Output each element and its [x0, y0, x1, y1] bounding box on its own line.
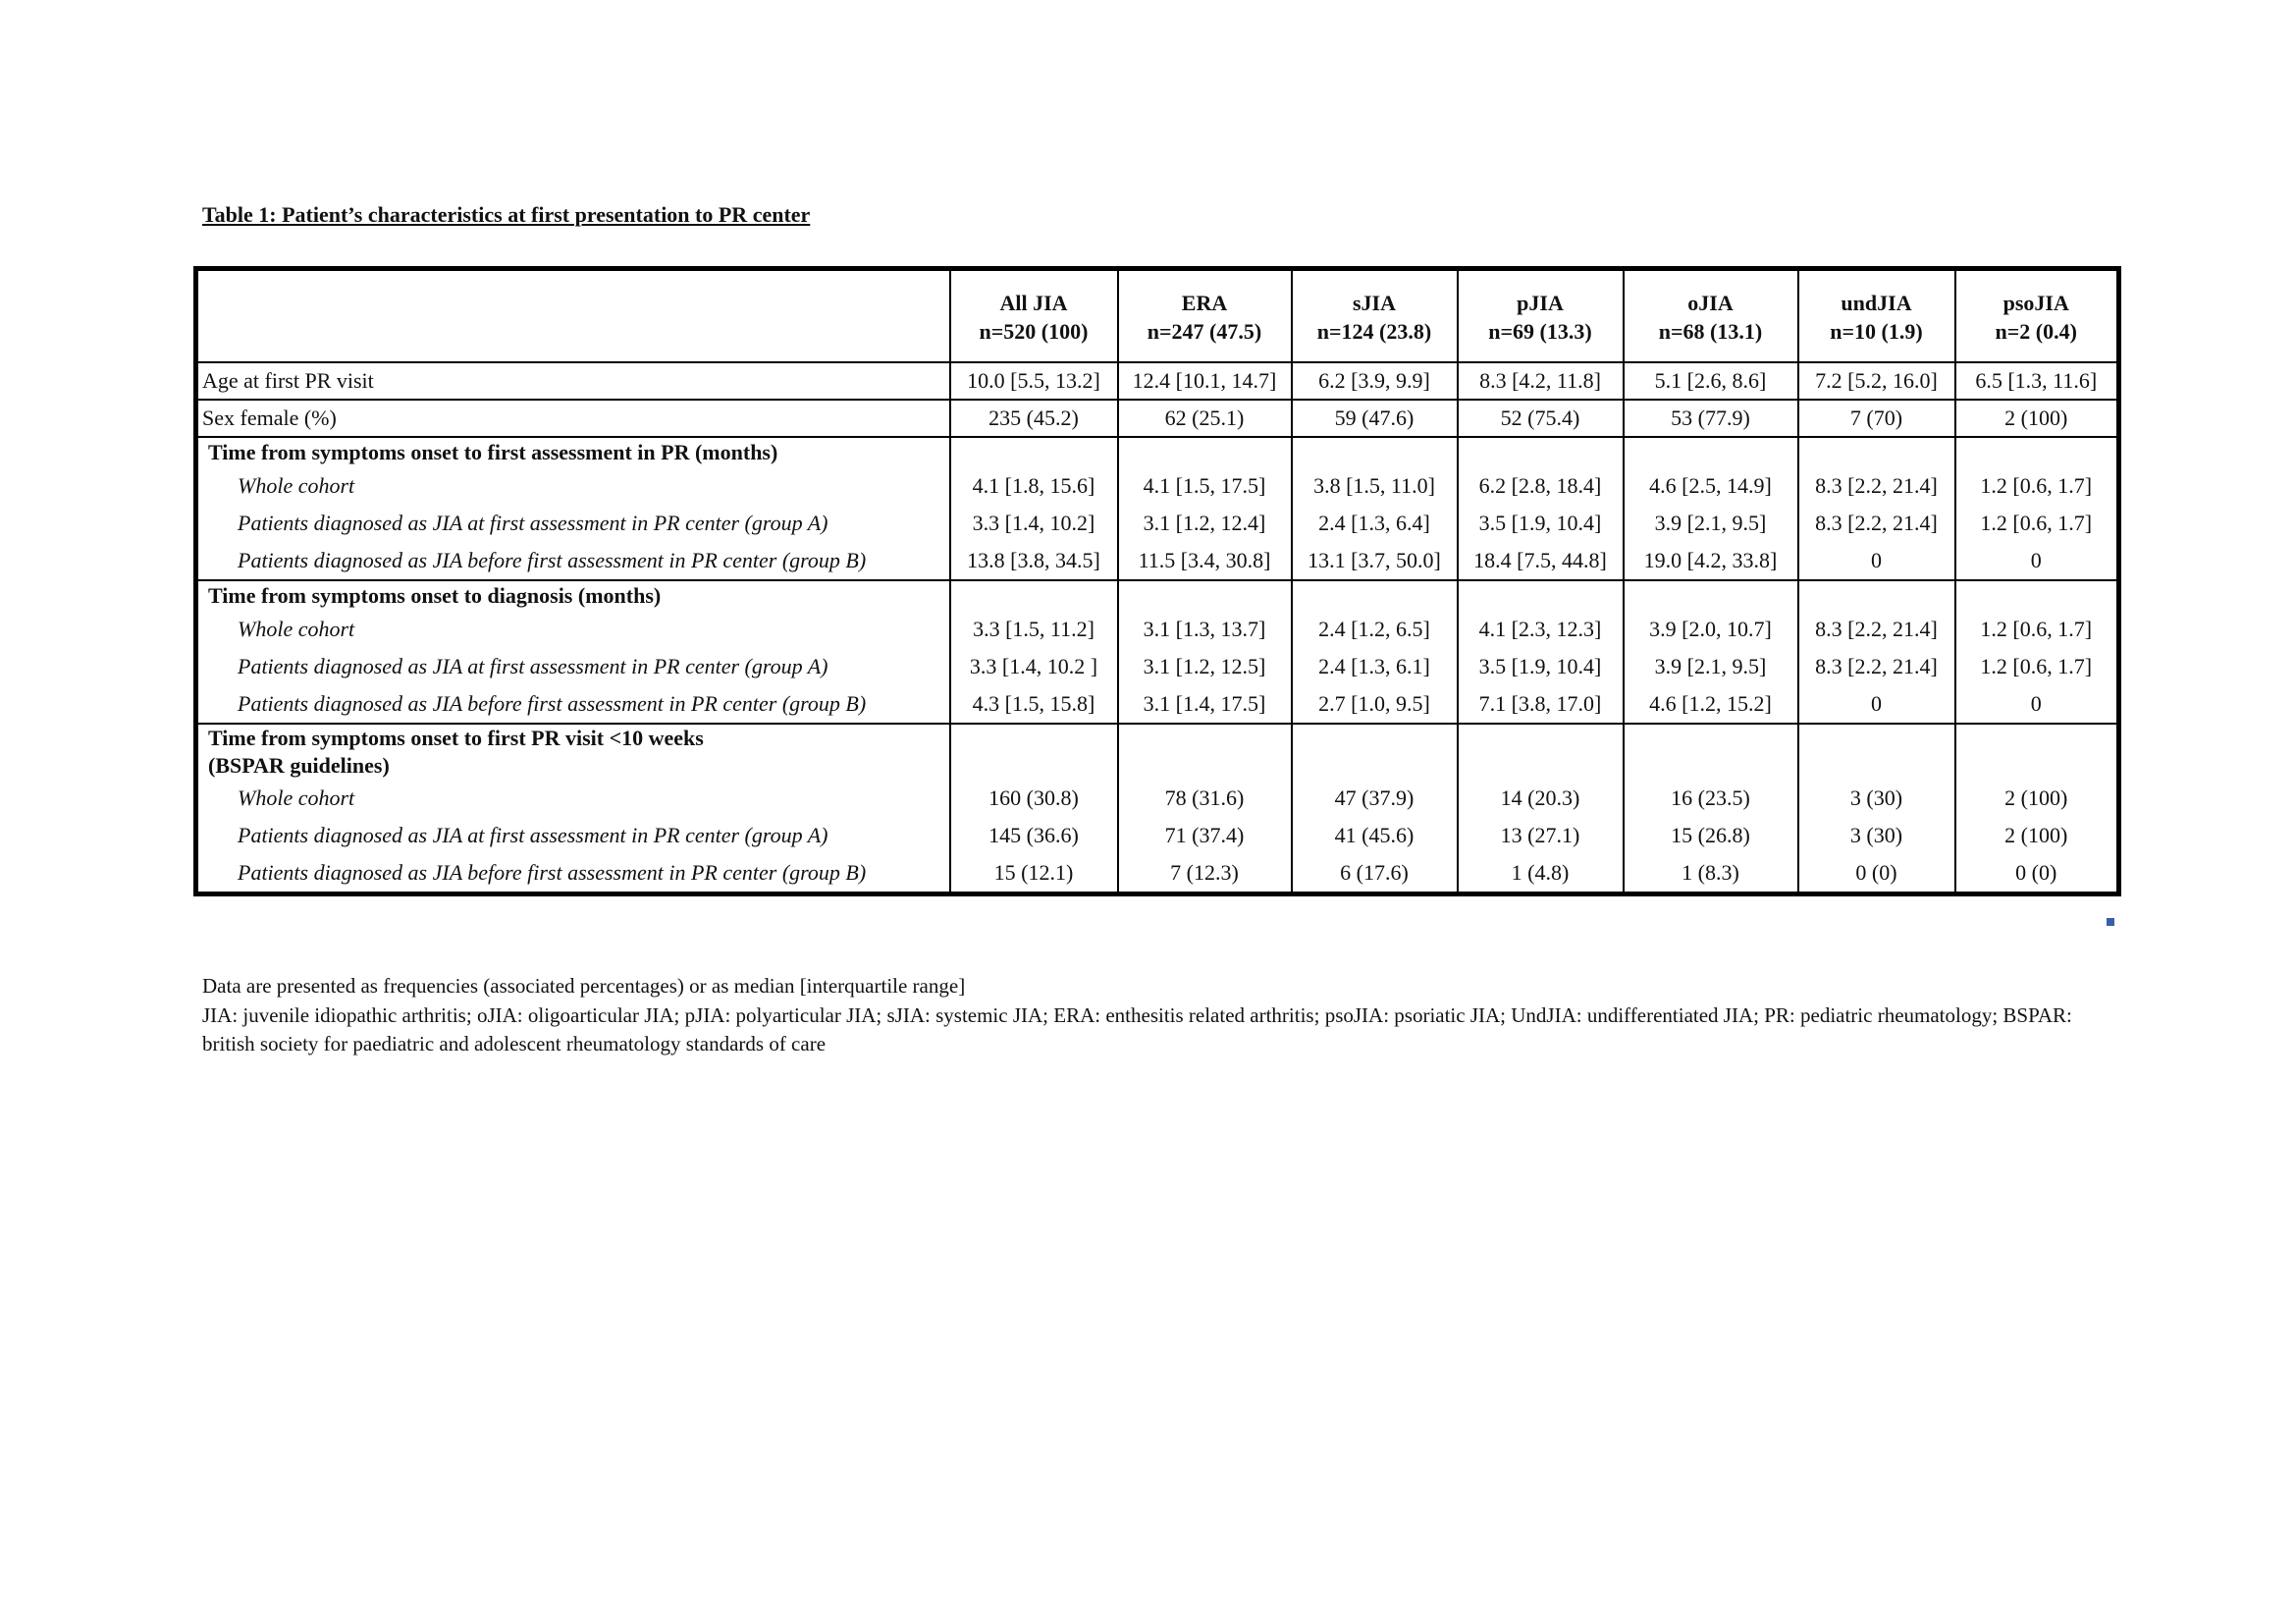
table-cell: 62 (25.1)	[1118, 400, 1292, 437]
section-label-cell	[196, 580, 950, 724]
table-cell: 1.2 [0.6, 1.7]	[1980, 511, 2093, 535]
table-cell: 4.6 [2.5, 14.9]	[1649, 473, 1772, 498]
table-cell: 41 (45.6)	[1334, 823, 1415, 847]
section-label-cell	[196, 724, 950, 894]
spacer	[1803, 725, 1950, 752]
table-cell: 15 (12.1)	[993, 860, 1074, 885]
section-value-cell	[1624, 437, 1798, 580]
table-cell: 2 (100)	[1955, 400, 2119, 437]
spacer	[1803, 581, 1950, 611]
table-cell: 10.0 [5.5, 13.2]	[950, 362, 1118, 400]
spacer	[955, 752, 1113, 780]
table-row-age	[196, 362, 2119, 400]
subrow-label: Patients diagnosed as JIA at first assessment in PR center (group A)	[238, 511, 828, 535]
header-empty-cell	[196, 269, 950, 363]
table-cell: 4.6 [1.2, 15.2]	[1649, 691, 1772, 716]
section-value-cell	[1458, 580, 1624, 724]
table-cell: 1 (8.3)	[1682, 860, 1739, 885]
table-cell: 3.1 [1.2, 12.4]	[1143, 511, 1266, 535]
spacer	[1463, 725, 1619, 752]
subrow-label: Whole cohort	[238, 617, 355, 641]
header-col-3: pJIA n=69 (13.3)	[1458, 269, 1624, 363]
table-cell: 0 (0)	[1855, 860, 1897, 885]
table-cell: 15 (26.8)	[1671, 823, 1750, 847]
table-cell: 6.5 [1.3, 11.6]	[1955, 362, 2119, 400]
characteristics-table	[193, 266, 2121, 896]
spacer	[1960, 438, 2113, 467]
table-cell: 3.1 [1.4, 17.5]	[1143, 691, 1266, 716]
table-cell: 4.1 [1.8, 15.6]	[972, 473, 1095, 498]
section-value-cell	[950, 580, 1118, 724]
table-cell: 16 (23.5)	[1671, 785, 1750, 810]
table-cell: 1.2 [0.6, 1.7]	[1980, 654, 2093, 678]
section-title: Time from symptoms onset to diagnosis (months)	[208, 583, 662, 608]
section-title: Time from symptoms onset to first assessment in PR (months)	[208, 440, 778, 464]
table-cell: 0	[1871, 691, 1882, 716]
table-cell: 7.1 [3.8, 17.0]	[1478, 691, 1602, 716]
section-value-cell	[1955, 724, 2119, 894]
table-caption: Table 1: Patient’s characteristics at first presentation to PR center	[202, 202, 811, 227]
subrow-label: Whole cohort	[238, 473, 355, 498]
table-cell: 53 (77.9)	[1624, 400, 1798, 437]
table-cell: 1 (4.8)	[1511, 860, 1570, 885]
table-cell: 5.1 [2.6, 8.6]	[1624, 362, 1798, 400]
table-cell: 8.3 [2.2, 21.4]	[1815, 654, 1938, 678]
subrow-label: Patients diagnosed as JIA before first assessment in PR center (group B)	[238, 860, 867, 885]
table-cell: 2 (100)	[2004, 785, 2068, 810]
table-cell: 3.3 [1.4, 10.2 ]	[969, 654, 1098, 678]
table-notes	[202, 972, 2126, 1059]
section-value-cell	[1955, 580, 2119, 724]
table-cell: 47 (37.9)	[1334, 785, 1415, 810]
header-col-2: sJIA n=124 (23.8)	[1292, 269, 1458, 363]
spacer	[1297, 581, 1453, 611]
table-cell: 19.0 [4.2, 33.8]	[1643, 548, 1778, 572]
table-cell: 11.5 [3.4, 30.8]	[1138, 548, 1271, 572]
table-cell: 3 (30)	[1849, 785, 1903, 810]
table-cell: 235 (45.2)	[950, 400, 1118, 437]
subrow-label: Patients diagnosed as JIA at first assessment in PR center (group A)	[238, 654, 828, 678]
section-value-cell	[1624, 580, 1798, 724]
subrow-label: Patients diagnosed as JIA at first assessment in PR center (group A)	[238, 823, 828, 847]
table-cell: 6.2 [3.9, 9.9]	[1292, 362, 1458, 400]
spacer	[1123, 438, 1287, 467]
section-value-cell	[1955, 437, 2119, 580]
header-row	[196, 269, 2119, 363]
header-col-5: undJIA n=10 (1.9)	[1798, 269, 1955, 363]
table-cell: 0	[1871, 548, 1882, 572]
subrow-label: Whole cohort	[238, 785, 355, 810]
subrow-label: Patients diagnosed as JIA before first assessment in PR center (group B)	[238, 691, 867, 716]
spacer	[1463, 752, 1619, 780]
table-cell: 8.3 [2.2, 21.4]	[1815, 511, 1938, 535]
table-cell: 3.9 [2.0, 10.7]	[1649, 617, 1772, 641]
table-section-1	[196, 580, 2119, 724]
spacer	[1960, 752, 2113, 780]
spacer	[1629, 752, 1793, 780]
table-cell: 12.4 [10.1, 14.7]	[1118, 362, 1292, 400]
spacer	[955, 725, 1113, 752]
section-value-cell	[1292, 724, 1458, 894]
section-value-cell	[1798, 580, 1955, 724]
table-cell: 3.1 [1.2, 12.5]	[1143, 654, 1266, 678]
spacer	[1629, 438, 1793, 467]
spacer	[1463, 438, 1619, 467]
table-cell: 3.1 [1.3, 13.7]	[1143, 617, 1266, 641]
table-cell: 78 (31.6)	[1164, 785, 1245, 810]
table-cell: 13.1 [3.7, 50.0]	[1308, 548, 1441, 572]
table-cell: 59 (47.6)	[1292, 400, 1458, 437]
table-cell: 0	[2030, 548, 2042, 572]
table-cell: 1.2 [0.6, 1.7]	[1980, 473, 2093, 498]
table-cell: 7 (70)	[1798, 400, 1955, 437]
table-cell: 145 (36.6)	[988, 823, 1079, 847]
table-cell: 0 (0)	[2015, 860, 2057, 885]
table-cell: 71 (37.4)	[1164, 823, 1245, 847]
subrow-label: Patients diagnosed as JIA before first assessment in PR center (group B)	[238, 548, 867, 572]
section-value-cell	[1292, 437, 1458, 580]
table-cell: 7 (12.3)	[1170, 860, 1239, 885]
table-cell: 6 (17.6)	[1340, 860, 1409, 885]
section-label-cell	[196, 437, 950, 580]
section-value-cell	[1798, 437, 1955, 580]
table-cell: 13 (27.1)	[1500, 823, 1580, 847]
section-value-cell	[1798, 724, 1955, 894]
table-cell: 4.3 [1.5, 15.8]	[972, 691, 1095, 716]
header-col-4: oJIA n=68 (13.1)	[1624, 269, 1798, 363]
table-cell: 0	[2030, 691, 2042, 716]
table-cell: 2.4 [1.3, 6.4]	[1318, 511, 1430, 535]
spacer	[1629, 725, 1793, 752]
table-cell: 13.8 [3.8, 34.5]	[967, 548, 1100, 572]
table-section-2	[196, 724, 2119, 894]
table-cell: 2.4 [1.3, 6.1]	[1318, 654, 1430, 678]
table-cell: 18.4 [7.5, 44.8]	[1473, 548, 1607, 572]
section-value-cell	[1292, 580, 1458, 724]
spacer	[1297, 752, 1453, 780]
table-cell: 6.2 [2.8, 18.4]	[1478, 473, 1602, 498]
spacer	[1297, 725, 1453, 752]
row-label: Sex female (%)	[196, 400, 950, 437]
table-cell: 2.4 [1.2, 6.5]	[1318, 617, 1430, 641]
table-cell: 3.5 [1.9, 10.4]	[1478, 654, 1602, 678]
spacer	[955, 581, 1113, 611]
spacer	[1960, 581, 2113, 611]
spacer	[1123, 581, 1287, 611]
section-value-cell	[1118, 580, 1292, 724]
section-value-cell	[1458, 437, 1624, 580]
header-col-1: ERA n=247 (47.5)	[1118, 269, 1292, 363]
section-value-cell	[1458, 724, 1624, 894]
table-cell: 7.2 [5.2, 16.0]	[1798, 362, 1955, 400]
spacer	[1297, 438, 1453, 467]
spacer	[1803, 752, 1950, 780]
note-line: JIA: juvenile idiopathic arthritis; oJIA: oligoarticular JIA; pJIA: polyarticular JIA; sJIA: systemic JIA; ERA: enthesitis related arthritis; psoJIA: psoriatic JIA; UndJIA: undifferentiated JIA; PR: pediatric rheumatology; BSPAR: british society for paediatric and adolescent rheumatology standards of care	[202, 1003, 2072, 1055]
spacer	[1123, 725, 1287, 752]
section-value-cell	[950, 437, 1118, 580]
table-cell: 3.3 [1.5, 11.2]	[973, 617, 1095, 641]
header-col-0: All JIA n=520 (100)	[950, 269, 1118, 363]
spacer	[955, 438, 1113, 467]
corner-mark-icon	[2107, 918, 2114, 926]
spacer	[1629, 581, 1793, 611]
table-cell: 3.9 [2.1, 9.5]	[1654, 511, 1767, 535]
table-cell: 3 (30)	[1849, 823, 1903, 847]
table-cell: 4.1 [2.3, 12.3]	[1478, 617, 1602, 641]
table-cell: 2.7 [1.0, 9.5]	[1318, 691, 1430, 716]
spacer	[1803, 438, 1950, 467]
table-cell: 8.3 [2.2, 21.4]	[1815, 617, 1938, 641]
table-cell: 3.3 [1.4, 10.2]	[972, 511, 1095, 535]
spacer	[1123, 752, 1287, 780]
section-title: Time from symptoms onset to first PR visit <10 weeks	[208, 726, 704, 750]
section-value-cell	[1118, 437, 1292, 580]
table-cell: 1.2 [0.6, 1.7]	[1980, 617, 2093, 641]
table-cell: 160 (30.8)	[988, 785, 1079, 810]
table-cell: 4.1 [1.5, 17.5]	[1143, 473, 1266, 498]
table-row-sex	[196, 400, 2119, 437]
spacer	[1960, 725, 2113, 752]
table-cell: 8.3 [4.2, 11.8]	[1458, 362, 1624, 400]
table-cell: 52 (75.4)	[1458, 400, 1624, 437]
table-cell: 3.8 [1.5, 11.0]	[1313, 473, 1435, 498]
table-cell: 8.3 [2.2, 21.4]	[1815, 473, 1938, 498]
spacer	[1463, 581, 1619, 611]
table-cell: 2 (100)	[2004, 823, 2068, 847]
table-cell: 3.9 [2.1, 9.5]	[1654, 654, 1767, 678]
section-value-cell	[950, 724, 1118, 894]
header-col-6: psoJIA n=2 (0.4)	[1955, 269, 2119, 363]
section-title-continued: (BSPAR guidelines)	[208, 753, 390, 778]
section-value-cell	[1118, 724, 1292, 894]
table-cell: 3.5 [1.9, 10.4]	[1478, 511, 1602, 535]
note-line: Data are presented as frequencies (associated percentages) or as median [interquartile range]	[202, 974, 966, 998]
row-label: Age at first PR visit	[196, 362, 950, 400]
table-cell: 14 (20.3)	[1500, 785, 1580, 810]
section-value-cell	[1624, 724, 1798, 894]
table-section-0	[196, 437, 2119, 580]
